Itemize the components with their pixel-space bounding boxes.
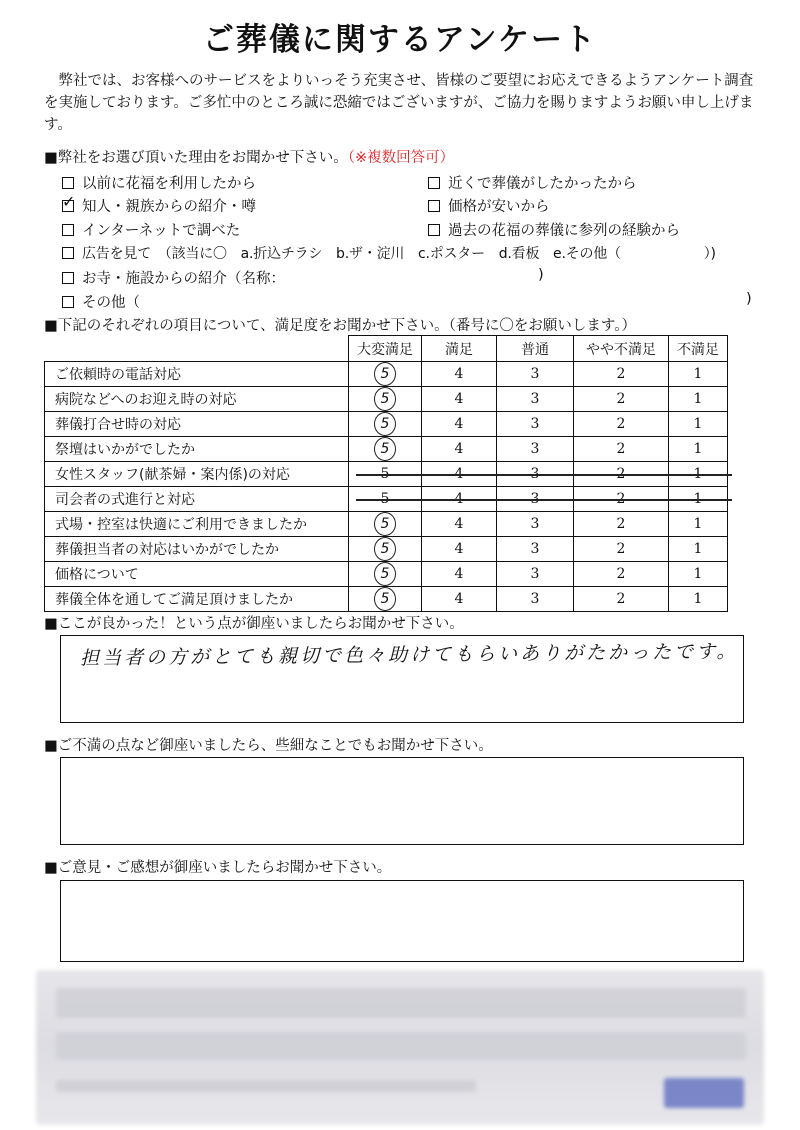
table-row (45, 387, 728, 412)
score-cell[interactable] (422, 412, 497, 437)
option-label: インターネットで調べた (82, 223, 241, 239)
option-other[interactable] (62, 291, 140, 312)
score-cell[interactable] (349, 362, 422, 387)
score-value: 2 (616, 566, 626, 582)
close-paren: ) (746, 291, 752, 307)
score-value: 3 (530, 566, 540, 582)
circled-score: 5 (374, 587, 396, 611)
column-header: 普通 (497, 336, 574, 362)
score-cell[interactable] (669, 537, 728, 562)
section3-heading: ■ここが良かった！という点が御座いましたらお聞かせ下さい。 (44, 616, 464, 632)
section1-heading-text: ■弊社をお選び頂いた理由をお聞かせ下さい。 (44, 150, 348, 166)
circled-score: 5 (374, 412, 396, 436)
row-label: ご依頼時の電話対応 (45, 362, 349, 387)
checkbox[interactable] (428, 200, 440, 212)
score-cell[interactable] (497, 437, 574, 462)
table-row (45, 437, 728, 462)
score-cell[interactable] (497, 562, 574, 587)
table-row (45, 412, 728, 437)
option-internet[interactable] (62, 219, 240, 240)
table-row (45, 362, 728, 387)
header-blank (45, 336, 349, 362)
score-cell[interactable] (422, 562, 497, 587)
score-cell[interactable] (497, 362, 574, 387)
score-value: 4 (454, 591, 464, 607)
score-value: 4 (454, 516, 464, 532)
close-paren: ) (538, 267, 544, 283)
score-cell[interactable] (422, 587, 497, 612)
checkbox[interactable] (62, 296, 74, 308)
option-nearby-funeral[interactable] (428, 172, 637, 193)
score-cell[interactable] (422, 512, 497, 537)
score-value: 3 (530, 541, 540, 557)
score-value: 4 (454, 441, 464, 457)
score-cell[interactable] (422, 387, 497, 412)
score-value: 2 (616, 541, 626, 557)
option-referral[interactable] (62, 192, 256, 216)
score-value: 2 (616, 391, 626, 407)
complaints-box[interactable] (60, 757, 744, 845)
score-value: 1 (693, 516, 703, 532)
score-cell[interactable] (422, 537, 497, 562)
checkbox[interactable] (62, 247, 74, 259)
score-cell[interactable] (422, 362, 497, 387)
circled-score: 5 (374, 537, 396, 561)
score-cell[interactable] (574, 362, 669, 387)
score-value: 1 (693, 366, 703, 382)
table-row (45, 537, 728, 562)
score-value: 4 (454, 541, 464, 557)
row-label: 祭壇はいかがでしたか (45, 437, 349, 462)
table-row (45, 562, 728, 587)
score-cell[interactable] (497, 387, 574, 412)
score-cell[interactable] (349, 537, 422, 562)
score-value: 2 (616, 516, 626, 532)
score-cell[interactable] (669, 362, 728, 387)
row-label: 司会者の式進行と対応 (45, 487, 349, 512)
option-cheap-price[interactable] (428, 195, 550, 216)
circled-score: 5 (374, 387, 396, 411)
intro-text: 弊社では、お客様へのサービスをよりいっそう充実させ、皆様のご要望にお応えできるようアンケート調査を実施しております。ご多忙中のところ誠に恐縮ではございますが、ご協力を賜りますようお願い申し上げます。 (44, 73, 754, 133)
checkbox[interactable] (62, 272, 74, 284)
option-label: その他（ (82, 295, 140, 311)
row-label: 病院などへのお迎え時の対応 (45, 387, 349, 412)
score-value: 2 (616, 366, 626, 382)
score-cell[interactable] (422, 437, 497, 462)
score-cell[interactable] (497, 587, 574, 612)
score-value: 2 (616, 441, 626, 457)
checkbox[interactable] (62, 177, 74, 189)
row-label: 女性スタッフ(献茶婦・案内係)の対応 (45, 462, 349, 487)
column-header: 不満足 (669, 336, 728, 362)
option-advertisement[interactable] (62, 243, 716, 263)
score-cell[interactable] (349, 562, 422, 587)
circled-score: 5 (374, 562, 396, 586)
score-value: 4 (454, 366, 464, 382)
page-title: ご葬儀に関するアンケート (202, 22, 598, 58)
score-cell[interactable] (669, 437, 728, 462)
redacted-footer (36, 970, 764, 1125)
score-cell[interactable] (574, 537, 669, 562)
section2-heading: ■下記のそれぞれの項目について、満足度をお聞かせ下さい。（番号に〇をお願いします。） (44, 318, 636, 334)
row-label: 価格について (45, 562, 349, 587)
score-cell[interactable] (497, 412, 574, 437)
checkbox-checked[interactable] (62, 192, 76, 212)
score-cell[interactable] (574, 437, 669, 462)
score-value: 1 (693, 391, 703, 407)
score-cell[interactable] (497, 512, 574, 537)
circled-score: 5 (374, 362, 396, 386)
option-label: 知人・親族からの紹介・噂 (82, 199, 256, 215)
score-cell[interactable] (669, 412, 728, 437)
score-value: 1 (693, 441, 703, 457)
column-header: やや不満足 (574, 336, 669, 362)
score-value: 4 (454, 416, 464, 432)
circled-score: 5 (374, 512, 396, 536)
option-label: お寺・施設からの紹介（名称： (82, 271, 285, 287)
opinions-box[interactable] (60, 880, 744, 962)
option-label: 広告を見て （該当に〇 a.折込チラシ b.ザ・淀川 c.ポスター d.看板 e.その他（ ）) (82, 246, 716, 262)
checkbox[interactable] (62, 224, 74, 236)
score-value: 3 (530, 591, 540, 607)
column-header: 大変満足 (349, 336, 422, 362)
option-label: 価格が安いから (448, 199, 550, 215)
checkbox[interactable] (428, 177, 440, 189)
table-row (45, 512, 728, 537)
score-cell[interactable] (669, 562, 728, 587)
score-value: 4 (454, 566, 464, 582)
circled-score: 5 (374, 437, 396, 461)
score-value: 1 (693, 416, 703, 432)
option-previous-use[interactable] (62, 172, 256, 193)
score-value: 3 (530, 391, 540, 407)
score-cell[interactable] (349, 512, 422, 537)
table-header-row (45, 336, 728, 362)
score-value: 3 (530, 416, 540, 432)
option-temple-referral[interactable] (62, 267, 285, 288)
option-past-attendance[interactable] (428, 219, 680, 240)
score-value: 1 (693, 541, 703, 557)
score-value: 3 (530, 516, 540, 532)
multiple-answer-note: （※複数回答可） (347, 150, 455, 166)
check-mark-icon: ✓ (62, 192, 76, 211)
score-cell[interactable] (497, 537, 574, 562)
row-label: 葬儀全体を通してご満足頂けましたか (45, 587, 349, 612)
option-label: 過去の花福の葬儀に参列の経験から (448, 223, 680, 239)
score-cell[interactable] (574, 587, 669, 612)
strike-through-line (356, 474, 732, 476)
column-header: 満足 (422, 336, 497, 362)
row-label: 葬儀担当者の対応はいかがでしたか (45, 537, 349, 562)
option-label: 以前に花福を利用したから (82, 176, 256, 192)
score-value: 3 (530, 366, 540, 382)
score-cell[interactable] (669, 587, 728, 612)
section1-heading (44, 146, 454, 167)
score-value: 1 (693, 591, 703, 607)
score-value: 4 (454, 391, 464, 407)
row-label: 葬儀打合せ時の対応 (45, 412, 349, 437)
score-cell[interactable] (574, 512, 669, 537)
score-value: 3 (530, 441, 540, 457)
score-cell[interactable] (574, 412, 669, 437)
section5-heading: ■ご意見・ご感想が御座いましたらお聞かせ下さい。 (44, 860, 392, 876)
row-label: 式場・控室は快適にご利用できましたか (45, 512, 349, 537)
score-cell[interactable] (574, 387, 669, 412)
score-cell[interactable] (669, 387, 728, 412)
strike-through-line (356, 499, 732, 501)
section4-heading: ■ご不満の点など御座いましたら、些細なことでもお聞かせ下さい。 (44, 738, 493, 754)
score-cell[interactable] (574, 562, 669, 587)
score-cell[interactable] (349, 387, 422, 412)
score-cell[interactable] (349, 437, 422, 462)
score-cell[interactable] (349, 412, 422, 437)
table-row (45, 587, 728, 612)
score-value: 2 (616, 416, 626, 432)
score-cell[interactable] (669, 512, 728, 537)
option-label: 近くで葬儀がしたかったから (448, 176, 637, 192)
score-value: 1 (693, 566, 703, 582)
good-points-answer: 担当者の方がとても親切で色々助けてもらいありがたかったです。 (79, 640, 739, 670)
score-value: 2 (616, 591, 626, 607)
checkbox[interactable] (428, 224, 440, 236)
score-cell[interactable] (349, 587, 422, 612)
